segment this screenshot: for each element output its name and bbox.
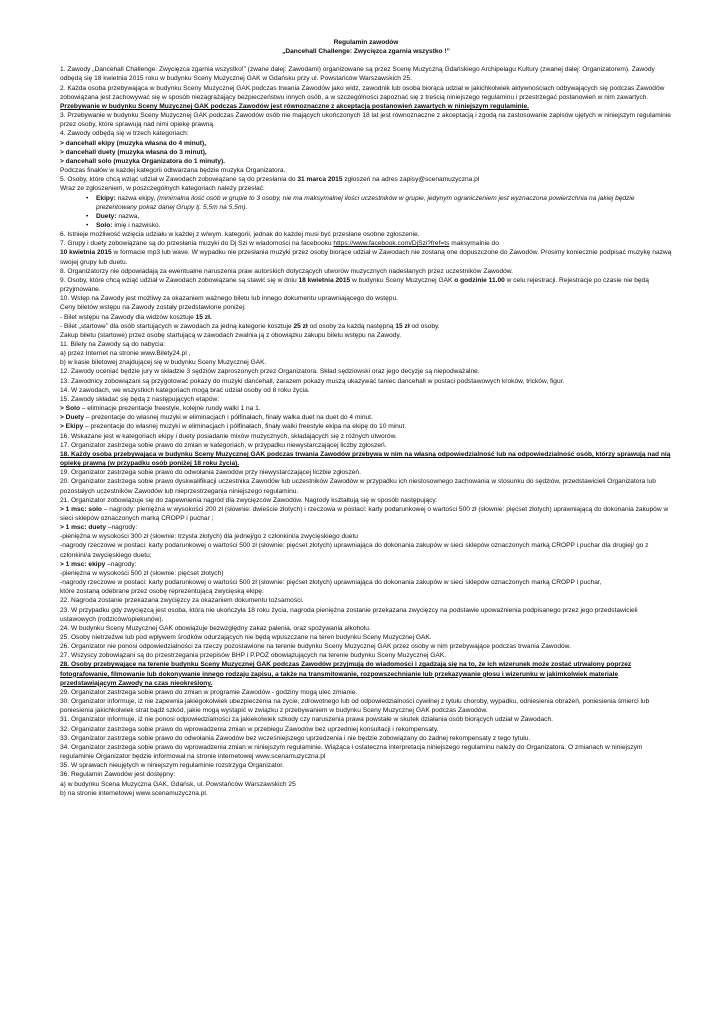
list-item	[96, 194, 672, 212]
list-item-label: Solo:	[96, 221, 113, 229]
stage-ekipy-label: > Ekipy	[60, 423, 84, 431]
section-5	[60, 175, 672, 184]
section-13: 13. Zawodnicy zobowiązani są przygotować pokazy do muzyki dancehall, zarazem pokazy muszą ukazywać taniec dancehall w postaci podstawowych kroków, tricków, figur.	[60, 377, 565, 385]
section-9	[60, 276, 672, 294]
prize-solo	[60, 505, 672, 523]
prize-ekipy-text: –nagrody:	[105, 560, 137, 568]
stage-solo-text: – eliminacje prezentacje freestyle, kolejne rundy walki 1 na 1.	[79, 405, 261, 413]
prize-duety-items: -nagrody rzeczowe w postaci: karty podarunkowej o wartości 500 zł (słownie: pięćset złotych) uprawniająca do dokonania zakupów w sieci sklepów oznaczonych marką CROPP i puchar dla drugiej/ go z członkini/a zwycięskiego duetu;	[60, 542, 649, 559]
prize-ekipy-note: które zostaną odebrane przez osobę reprezentującą zwycięską ekipę.	[60, 588, 264, 596]
list-item	[96, 221, 672, 230]
section-26: 26. Organizator nie ponosi odpowiedzialności za rzeczy pozostawione na terenie budynku Sceny Muzycznej GAK przez osoby w nim przebywające podczas trwania Zawodów.	[60, 643, 571, 651]
stage-duety	[60, 413, 672, 422]
section-31: 31. Organizator informuje, iż nie ponosi odpowiedzialności za jakiekolwiek szkody czy naruszenia prawa powstałe w skutek działania osób biorących udział w Zawodach.	[60, 716, 553, 724]
list-item-note: (minimalna ilość osób w grupie to 3 osoby, nie ma maksymalnej ilości uczestników w grupie, jedynym ograniczeniem jest wyznaczona powierzchnia na jakiej będzie prezentowany pokaz danej Grupy tj. 5,5m na 5,5m).	[96, 194, 635, 211]
section-36: 36. Regulamin Zawodów jest dostępny:	[60, 771, 176, 779]
section-15: 15. Zawody składać się będą z następujących etapów:	[60, 395, 220, 403]
section-24: 24. W budynku Sceny Muzycznej GAK obowiązuje bezwzględny zakaz palenia, oraz spożywania alkoholu.	[60, 624, 371, 632]
section-9-text-3: w celu rejestracji. Rejestracje po czasie nie będą przyjmowane.	[60, 276, 649, 294]
category-ekipy: > dancehall ekipy (muzyka własna do 4 minut),	[60, 139, 207, 147]
prize-ekipy-cash: -pieniężna w wysokości 500 zł (słownie: pięćset złotych)	[60, 569, 224, 577]
stage-solo	[60, 404, 672, 413]
list-item-label: Duety:	[96, 212, 117, 220]
list-item-text: imię i nazwisko.	[112, 221, 161, 229]
stage-ekipy	[60, 422, 672, 431]
section-10: 10. Wstęp na Zawody jest możliwy za okazaniem ważnego biletu lub innego dokumentu uprawniającego do wstępu.	[60, 295, 398, 303]
facebook-link[interactable]: https://www.facebook.com/DjSzi?fref=ts	[333, 240, 450, 248]
section-17: 17. Organizator zastrzega sobie prawo do zmian w kategoriach, w przypadku niewystarczającej liczby zgłoszeń.	[60, 441, 387, 449]
section-7-date: 10 kwietnia 2015	[60, 249, 112, 257]
section-2	[60, 84, 672, 111]
list-item	[96, 212, 672, 221]
section-9-date: 18 kwietnia 2015	[298, 276, 351, 284]
ticket-prices-intro: Ceny biletów wstępu na Zawody zostały przedstawione poniżej:	[60, 304, 246, 312]
title-line-1: Regulamin zawodów	[333, 39, 399, 46]
section-11-b: b) w kasie biletowej znajdującej się w budynku Sceny Muzycznej GAK.	[60, 359, 267, 367]
ticket-start-text: - Bilet „startowe” dla osób startujących w zawodach za jedną kategorie kosztuje	[60, 322, 294, 330]
section-6: 6. Istnieje możliwość wzięcia udziału w każdej z w/wym. kategorii, jednak do każdej musi być przesłane osobne zgłoszenie.	[60, 231, 420, 239]
section-2-text: 2. Każda osoba przebywająca w budynku Sceny Muzycznej GAK podczas trwania Zawodów jako widz, zawodnik lub osoba biorąca udział w jakichkolwiek aktywnościach odbywających się podczas Zawodów zobowiązana jest zachowywać się w sposób niezagrażający bezpieczeństwu innych osób, a w szczególności zapoznać się z treścią niniejszego regulaminu i przestrzegać postanowień w nim zawartych.	[60, 84, 665, 101]
section-7-text: 7. Grupy i duety zobowiązane są do przesłania muzyki do Dj Szi w wiadomości na facebooku	[60, 240, 334, 248]
prize-duety-cash: -pieniężna w wysokości 300 zł (słownie: trzysta złotych) dla jednej/go z członkini/a zwycięskiego duetu	[60, 533, 358, 541]
ticket-viewer-amount: 15 zł.	[195, 313, 212, 321]
section-2-emphasis: Przebywanie w budynku Sceny Muzycznej GAK podczas Zawodów jest równoznaczne z akceptacją postanowień zawartych w niniejszym regulaminie.	[60, 102, 530, 110]
section-36-b: b) na stronie internetowej www.scenamuzyczna.pl.	[60, 789, 208, 797]
ticket-start-text-3: od osoby.	[409, 322, 440, 330]
category-solo: > dancehall solo (muzyka Organizatora do 1 minuty).	[60, 157, 226, 165]
section-7	[60, 239, 672, 266]
section-11-a: a) przez Internet na stronie www.Bilety24.pl ,	[60, 350, 191, 358]
list-item-text: nazwa ekipy,	[115, 194, 158, 202]
section-29: 29. Organizator zastrzega sobie prawo do zmian w programie Zawodów - godziny mogą ulec zmianie.	[60, 688, 358, 696]
prize-solo-text: – nagrody: pieniężna w wysokości 200 zł (słownie: dwieście złotych) i rzeczowa w postaci: karty podarunkowej o wartości 500 zł (słownie: pięćset złotych) uprawniającą do dokonania zakupów w sieci sklepów oznaczonych marką CROPP i puchar ;	[60, 505, 669, 522]
section-4: 4. Zawody odbędą się w trzech kategoriach:	[60, 130, 189, 138]
ticket-note: Zakup biletu (startowe) przez osobę startującą w zawodach zwalnia ją z obowiązku zakupu biletu wstępu na Zawody.	[60, 331, 402, 339]
section-9-time: o godzinie 11.00	[454, 276, 505, 284]
prize-solo-label: > 1 msc: solo	[60, 505, 102, 513]
section-14: 14. W zawodach, we wszystkich kategoriach mogą brać udział osoby od 8 roku życia.	[60, 386, 310, 394]
section-28: 28. Osoby przebywające na terenie budynku Sceny Muzycznej GAK podczas Zawodów przyjmują do wiadomości i zgadzają się na to, że ich wizerunek może zostać utrwalony poprzez fotografowanie, filmowanie lub dokonywanie innego rodzaju zapisu, a także na transmitowanie, rozpowszechnianie lub przekazywanie głosu i wizerunku w jakimkolwiek materiale przedstawiającym Zawody na czas nieokreślony.	[60, 661, 632, 687]
list-item-text: nazwa,	[116, 212, 140, 220]
stage-solo-label: > Solo	[60, 405, 80, 413]
spacer	[60, 56, 672, 65]
section-35: 35. W sprawach nieujętych w niniejszym regulaminie rozstrzyga Organizator.	[60, 762, 284, 770]
stage-ekipy-text: – prezentacje do własnej muzyki w eliminacjach i półfinałach, finały walki freestyle ekipa na ekipę do 10 minut.	[83, 423, 407, 431]
section-9-text: 9. Osoby, które chcą wziąć udział w Zawodach zobowiązane są stawić się w dniu	[60, 276, 299, 284]
ticket-viewer-text: - Bilet wstępu na Zawody dla widzów kosztuje	[60, 313, 196, 321]
section-5-date: 31 marca 2015	[297, 176, 343, 184]
section-27: 27. Wszyscy zobowiązani są do przestrzegania przepisów BHP i P.POŻ obowiązujących na terenie budynku Sceny Muzycznej GAK.	[60, 652, 447, 660]
section-8: 8. Organizatorzy nie odpowiadają za ewentualne naruszenia praw autorskich dotyczących utworów muzycznych nadesłanych przez uczestników Zawodów.	[60, 267, 514, 275]
section-20: 20. Organizator zastrzega sobie prawo dyskwalifikacji uczestnika Zawodów lub uczestników Zawodów w przypadku ich niestosownego zachowania w stosunku do sędziów, przedstawicieli Organizatora lub pozostałych uczestników Zawodów lub nieprzestrzegania niniejszego regulaminu.	[60, 478, 656, 495]
section-23: 23. W przypadku gdy zwycięzcą jest osoba, która nie ukończyła 18 roku życia, nagroda pieniężna zostanie przekazana zwycięzcy na podstawie upoważnienia podpisanego przez jego przedstawicieli ustawowych (rodziców/opiekunów).	[60, 606, 638, 623]
prize-duety	[60, 523, 672, 532]
prize-duety-text: –nagrody:	[106, 524, 138, 532]
category-duety: > dancehall duety (muzyka własna do 3 minut),	[60, 148, 207, 156]
prize-ekipy-label: > 1 msc: ekipy	[60, 560, 106, 568]
section-12: 12. Zawody oceniać będzie jury w składzie 3 sędziów zaproszonych przez Organizatora. Skład sędziowski oraz jego decyzje są niepodważalne.	[60, 368, 480, 376]
section-22: 22. Nagroda zostanie przekazana zwycięzcy za okazaniem dokumentu tożsamości.	[60, 597, 304, 605]
list-item-label: Ekipy:	[96, 194, 116, 202]
ticket-start-price	[60, 322, 672, 331]
stage-duety-text: – prezentacje do własnej muzyki w eliminacjach i półfinałach, finały walka duet na duet do 4 minut.	[84, 414, 373, 422]
section-5-text: 5. Osoby, które chcą wziąć udział w Zawodach zobowiązane są do przesłania do	[60, 176, 298, 184]
section-32: 32. Organizator zastrzega sobie prawo do wprowadzenia zmian w przebiegu Zawodów bez uprzedniej konsultacji i rekompensaty.	[60, 725, 439, 733]
prize-ekipy	[60, 560, 672, 569]
section-9-text-2: w budynku Sceny Muzycznej GAK	[350, 276, 455, 284]
section-30: 30. Organizator informuje, iż nie zapewnia jakiegokolwiek ubezpieczenia na życie, zdrowotnego lub od odpowiedzialności cywilnej z tytułu choroby, wypadku, odniesienia obrażeń, poniesienia śmierci lub poniesienia jakichkolwiek strat bądź szkód, jakie mogą wystąpić w związku z przebywaniem w budynku Sceny Muzycznej GAK podczas Zawodów.	[60, 698, 650, 715]
section-16: 16. Wskazane jest w kategoriach ekipy i duety posiadanie mixów muzycznych, składających się z różnych utworów.	[60, 432, 397, 440]
section-7-text-3: w formacie mp3 lub wave. W wypadku nie przesłania muzyki przez osoby biorące udział w Zawodach nie zostaną one dopuszczone do Zawodów. Prosimy koniecznie podpisać muzykę nazwą swojej grupy lub duetu.	[60, 249, 672, 266]
document-title	[60, 38, 672, 56]
section-3: 3. Przebywanie w budynku Sceny Muzycznej GAK podczas Zawodów osób nie mających ukończonych 18 lat jest równoznaczne z akceptacją i zgodą na zastosowanie zapisów ujętych w niniejszym regulaminie przez osoby, które sprawują nad nimi opiekę prawną.	[60, 112, 671, 129]
ticket-start-text-2: od osoby za każdą następną	[307, 322, 396, 330]
section-34: 34. Organizator zastrzega sobie prawo do wprowadzenia zmian w niniejszym regulaminie. Wiążąca i ostateczna interpretacja niniejszego regulaminu należy do Organizatora. O zmianach w niniejszym regulaminie Organizator będzie informował na stronie internetowej www.scenamuzyczna.pl	[60, 743, 643, 761]
prize-ekipy-items: -nagrody rzeczowe w postaci: karty podarunkowej o wartości 500 zł (słownie: pięćset złotych) uprawniająca do dokonania zakupów w sieci sklepów oznaczonych marką CROPP i puchar,	[60, 579, 602, 587]
section-5-list-intro: Wraz ze zgłoszeniem, w poszczególnych kategoriach należy przesłać:	[60, 185, 265, 193]
section-5-email: zgłoszeń na adres zapisy@scenamuzyczna.pl	[342, 176, 480, 184]
section-33: 33. Organizator zastrzega sobie prawo do odwołania Zawodów bez wcześniejszego uprzedzenia i nie będzie zobowiązany do żadnej rekompensaty z tego tytułu.	[60, 734, 531, 742]
prize-duety-label: > 1 msc: duety	[60, 524, 106, 532]
section-1: 1. Zawody „Dancehall Challenge: Zwycięzca zgarnia wszystko!” (zwane dalej: Zawodami) organizowane są przez Scenę Muzyczną Gdańskiego Archipelagu Kultury (zwanej dalej: Organizatorem). Zawody odbędą się 18 kwietnia 2015 roku w budynku Sceny Muzycznej GAK w Gdańsku przy ul. Powstańców Warszawskich 25.	[60, 66, 655, 83]
title-line-2: „Dancehall Challenge: Zwycięzca zgarnia wszystko !”	[282, 48, 450, 56]
section-25: 25. Osoby nietrzeźwe lub pod wpływem środków odurzających nie będą wpuszczane na teren budynku Sceny Muzycznej GAK.	[60, 634, 432, 641]
finals-note: Podczas finałów w każdej kategorii odtwarzana będzie muzyka Organizatora.	[60, 167, 286, 175]
regulation-document	[60, 38, 672, 798]
section-21: 21. Organizator zobowiązuje się do zapewnienia nagród dla zwycięzców Zawodów. Nagrody kształtują się w sposób następujący:	[60, 496, 438, 504]
section-18: 18. Każdy osoba przebywająca w budynku Sceny Muzycznej GAK podczas trwania Zawodów przebywa w nim na własną odpowiedzialność lub na odpowiedzialność osób, którzy sprawują nad nią opiekę prawną (w przypadku osób poniżej 18 roku życia).	[60, 450, 671, 468]
ticket-start-amount: 25 zł	[293, 322, 308, 330]
section-36-a: a) w budynku Scena Muzyczna GAK, Gdańsk, ul. Powstańców Warszawskich 25	[60, 780, 296, 788]
stage-duety-label: > Duety	[60, 414, 85, 422]
ticket-next-amount: 15 zł	[395, 322, 410, 330]
application-requirements-list	[60, 194, 672, 231]
section-11: 11. Bilety na Zawody są do nabycia:	[60, 341, 166, 348]
ticket-viewer-price	[60, 313, 672, 322]
section-19: 19. Organizator zastrzega sobie prawo do odwołania zawodów przy niewystarczającej liczbie zgłoszeń.	[60, 469, 361, 477]
section-7-text-2: maksymalnie do	[449, 240, 499, 248]
